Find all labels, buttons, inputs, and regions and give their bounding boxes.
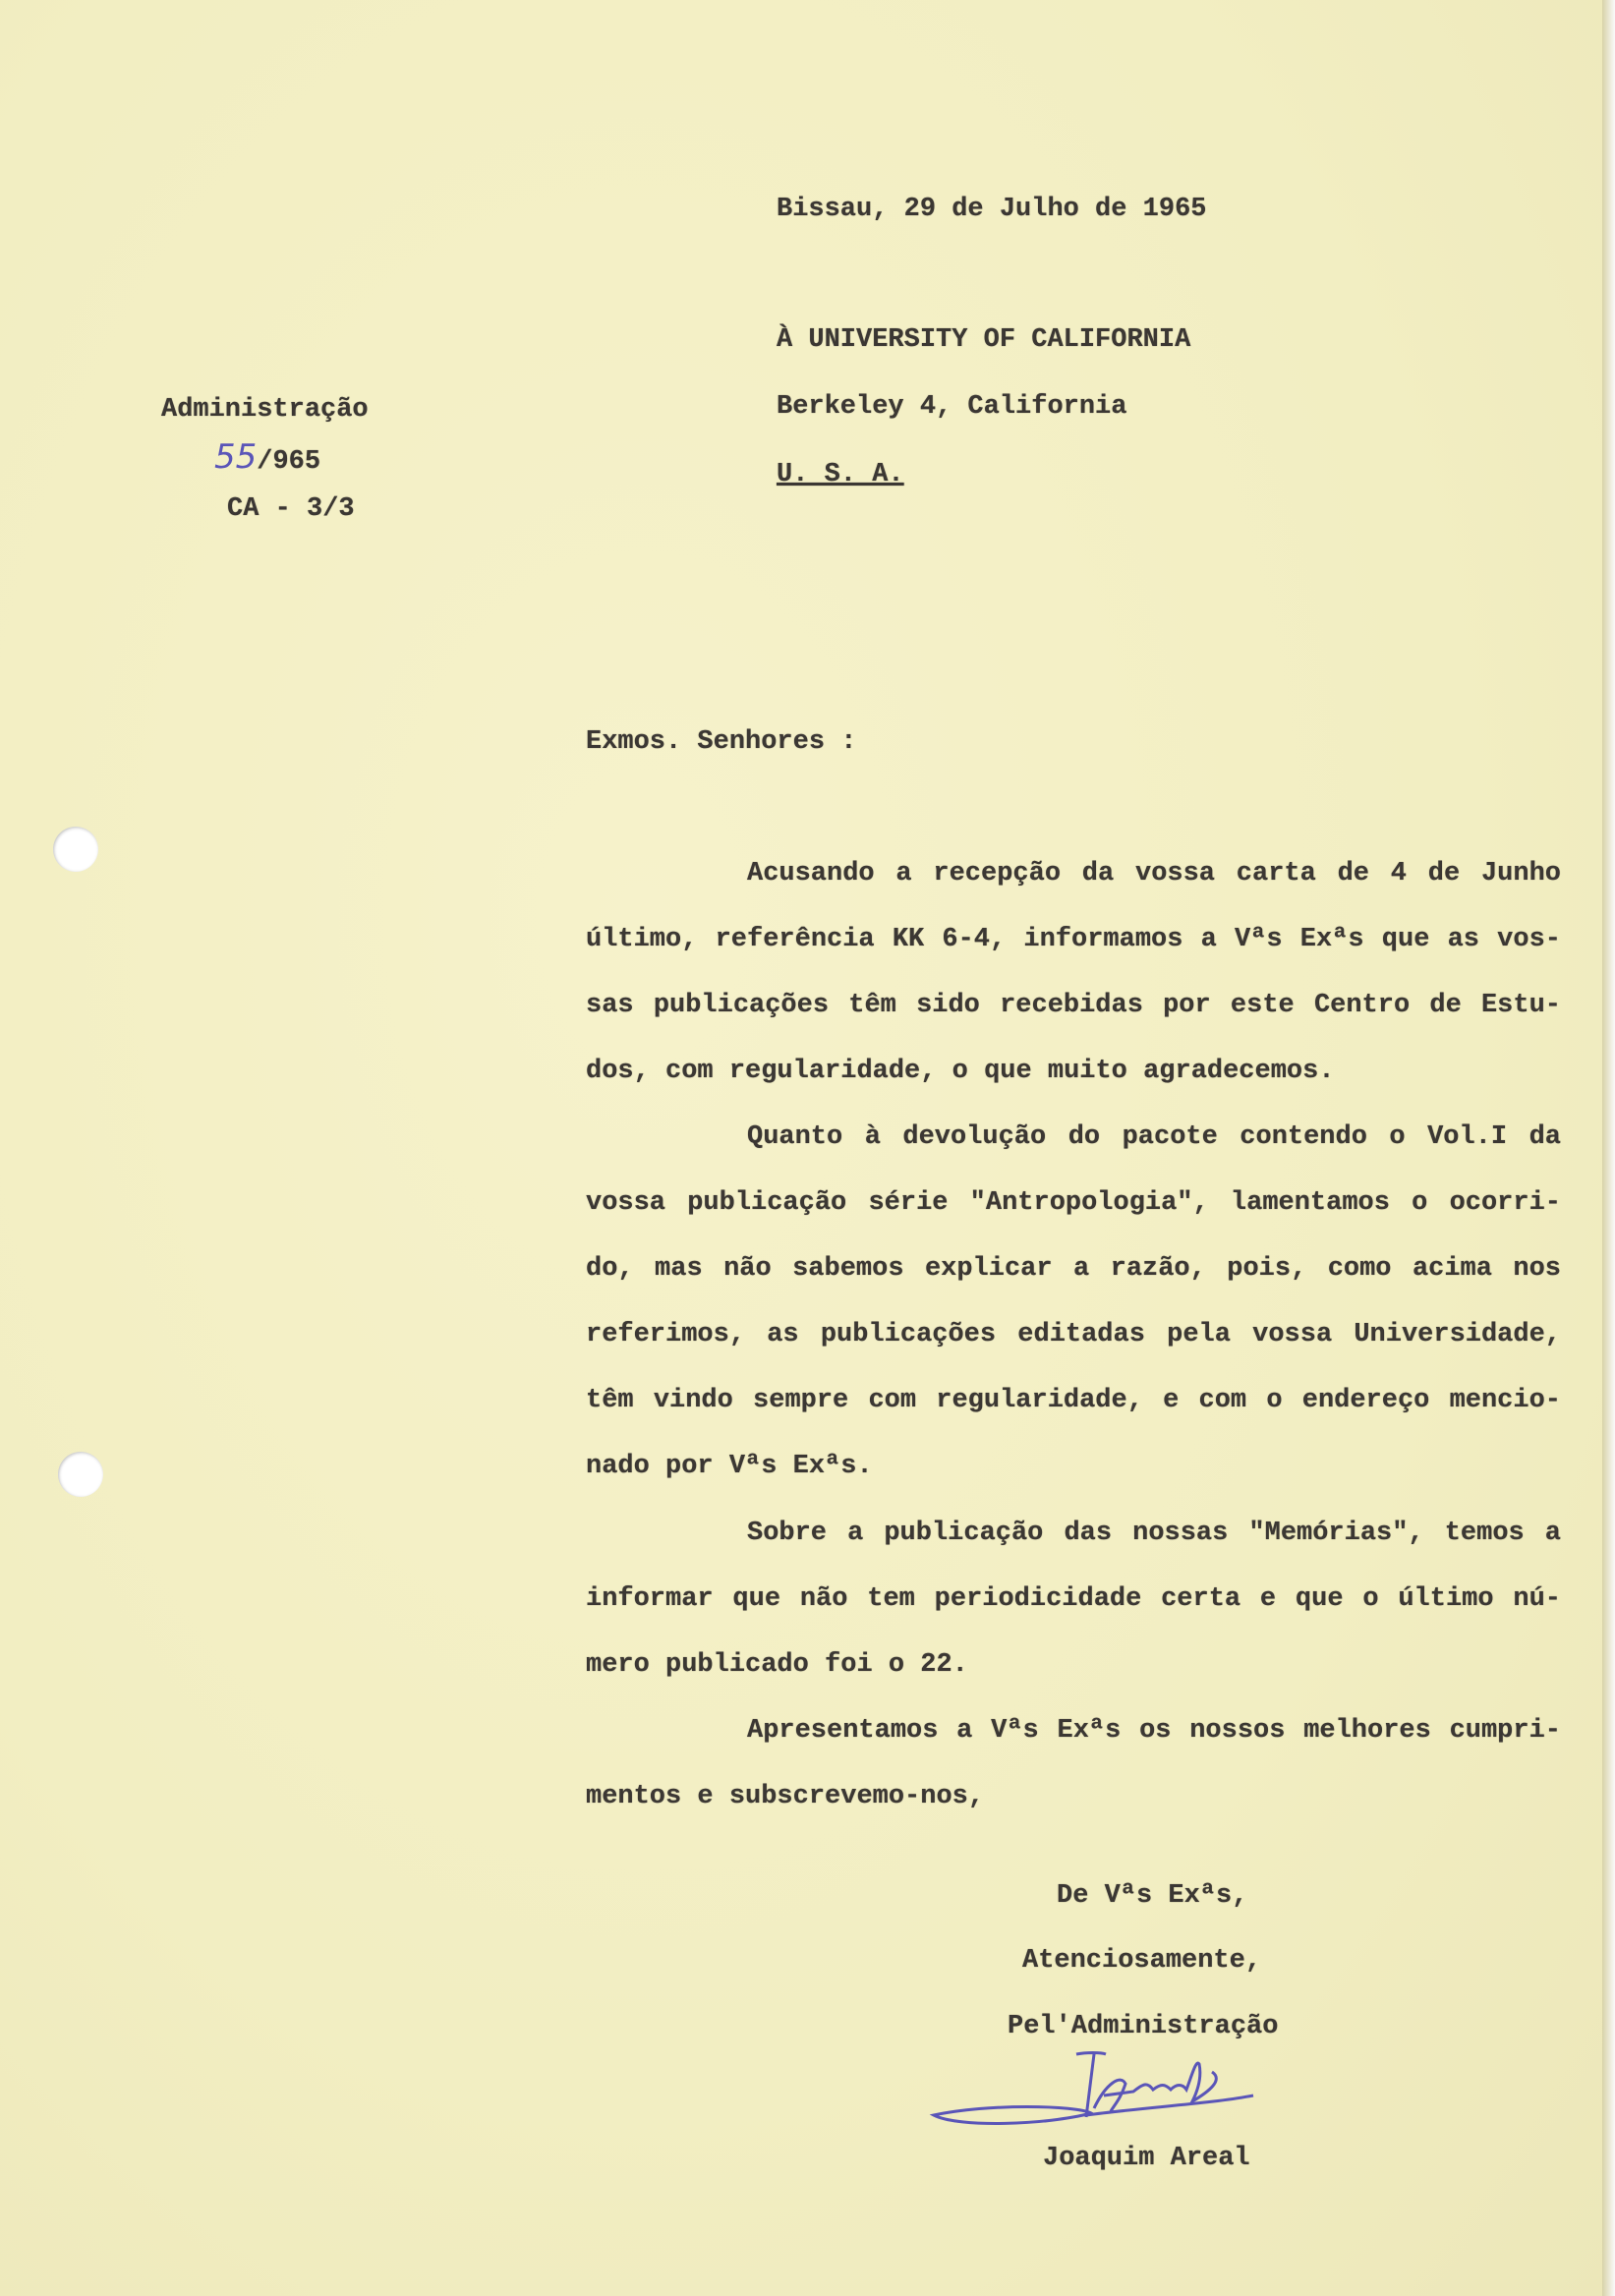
body-line: Acusando a recepção da vossa carta de 4 de Junho — [747, 859, 1561, 889]
closing-line: Atenciosamente, — [1022, 1946, 1262, 1976]
recipient-line: Berkeley 4, California — [777, 392, 1127, 422]
body-line: sas publicações têm sido recebidas por este Centro de Estu- — [586, 991, 1561, 1020]
body-line: Quanto à devolução do pacote contendo o Vol.I da — [747, 1122, 1561, 1152]
closing-line: Pel'Administração — [1008, 2012, 1279, 2041]
body-line: referimos, as publicações editadas pela vossa Universidade, — [586, 1320, 1561, 1349]
body-line: último, referência KK 6-4, informamos a Vªs Exªs que as vos- — [586, 925, 1561, 954]
body-line: Apresentamos a Vªs Exªs os nossos melhores cumpri- — [747, 1716, 1561, 1746]
place-date: Bissau, 29 de Julho de 1965 — [777, 195, 1207, 224]
reference-department: Administração — [161, 395, 369, 425]
body-line: do, mas não sabemos explicar a razão, pois, como acima nos — [586, 1254, 1561, 1284]
body-line: nado por Vªs Exªs. — [586, 1452, 873, 1481]
closing-line: De Vªs Exªs, — [1057, 1881, 1248, 1911]
body-line: Sobre a publicação das nossas "Memórias", temos a — [747, 1519, 1561, 1548]
signatory-name: Joaquim Areal — [1043, 2144, 1250, 2173]
body-line: dos, com regularidade, o que muito agradecemos. — [586, 1057, 1335, 1086]
recipient-line: À UNIVERSITY OF CALIFORNIA — [777, 325, 1191, 355]
body-line: mero publicado foi o 22. — [586, 1650, 968, 1680]
handwritten-signature — [929, 2044, 1273, 2143]
reference-code: CA - 3/3 — [227, 494, 355, 524]
reference-number — [214, 437, 320, 478]
salutation: Exmos. Senhores : — [586, 727, 857, 757]
punch-hole — [53, 827, 98, 872]
body-line: vossa publicação série "Antropologia", lamentamos o ocorri- — [586, 1188, 1561, 1218]
handwritten-number: 55 — [214, 437, 258, 477]
body-line: mentos e subscrevemo-nos, — [586, 1782, 985, 1811]
typed-number: /965 — [257, 447, 321, 477]
punch-hole — [58, 1452, 103, 1497]
recipient-country: U. S. A. — [777, 460, 904, 489]
body-line: têm vindo sempre com regularidade, e com o endereço mencio- — [586, 1386, 1561, 1415]
body-line: informar que não tem periodicidade certa e que o último nú- — [586, 1584, 1561, 1614]
page-edge — [1602, 0, 1615, 2296]
